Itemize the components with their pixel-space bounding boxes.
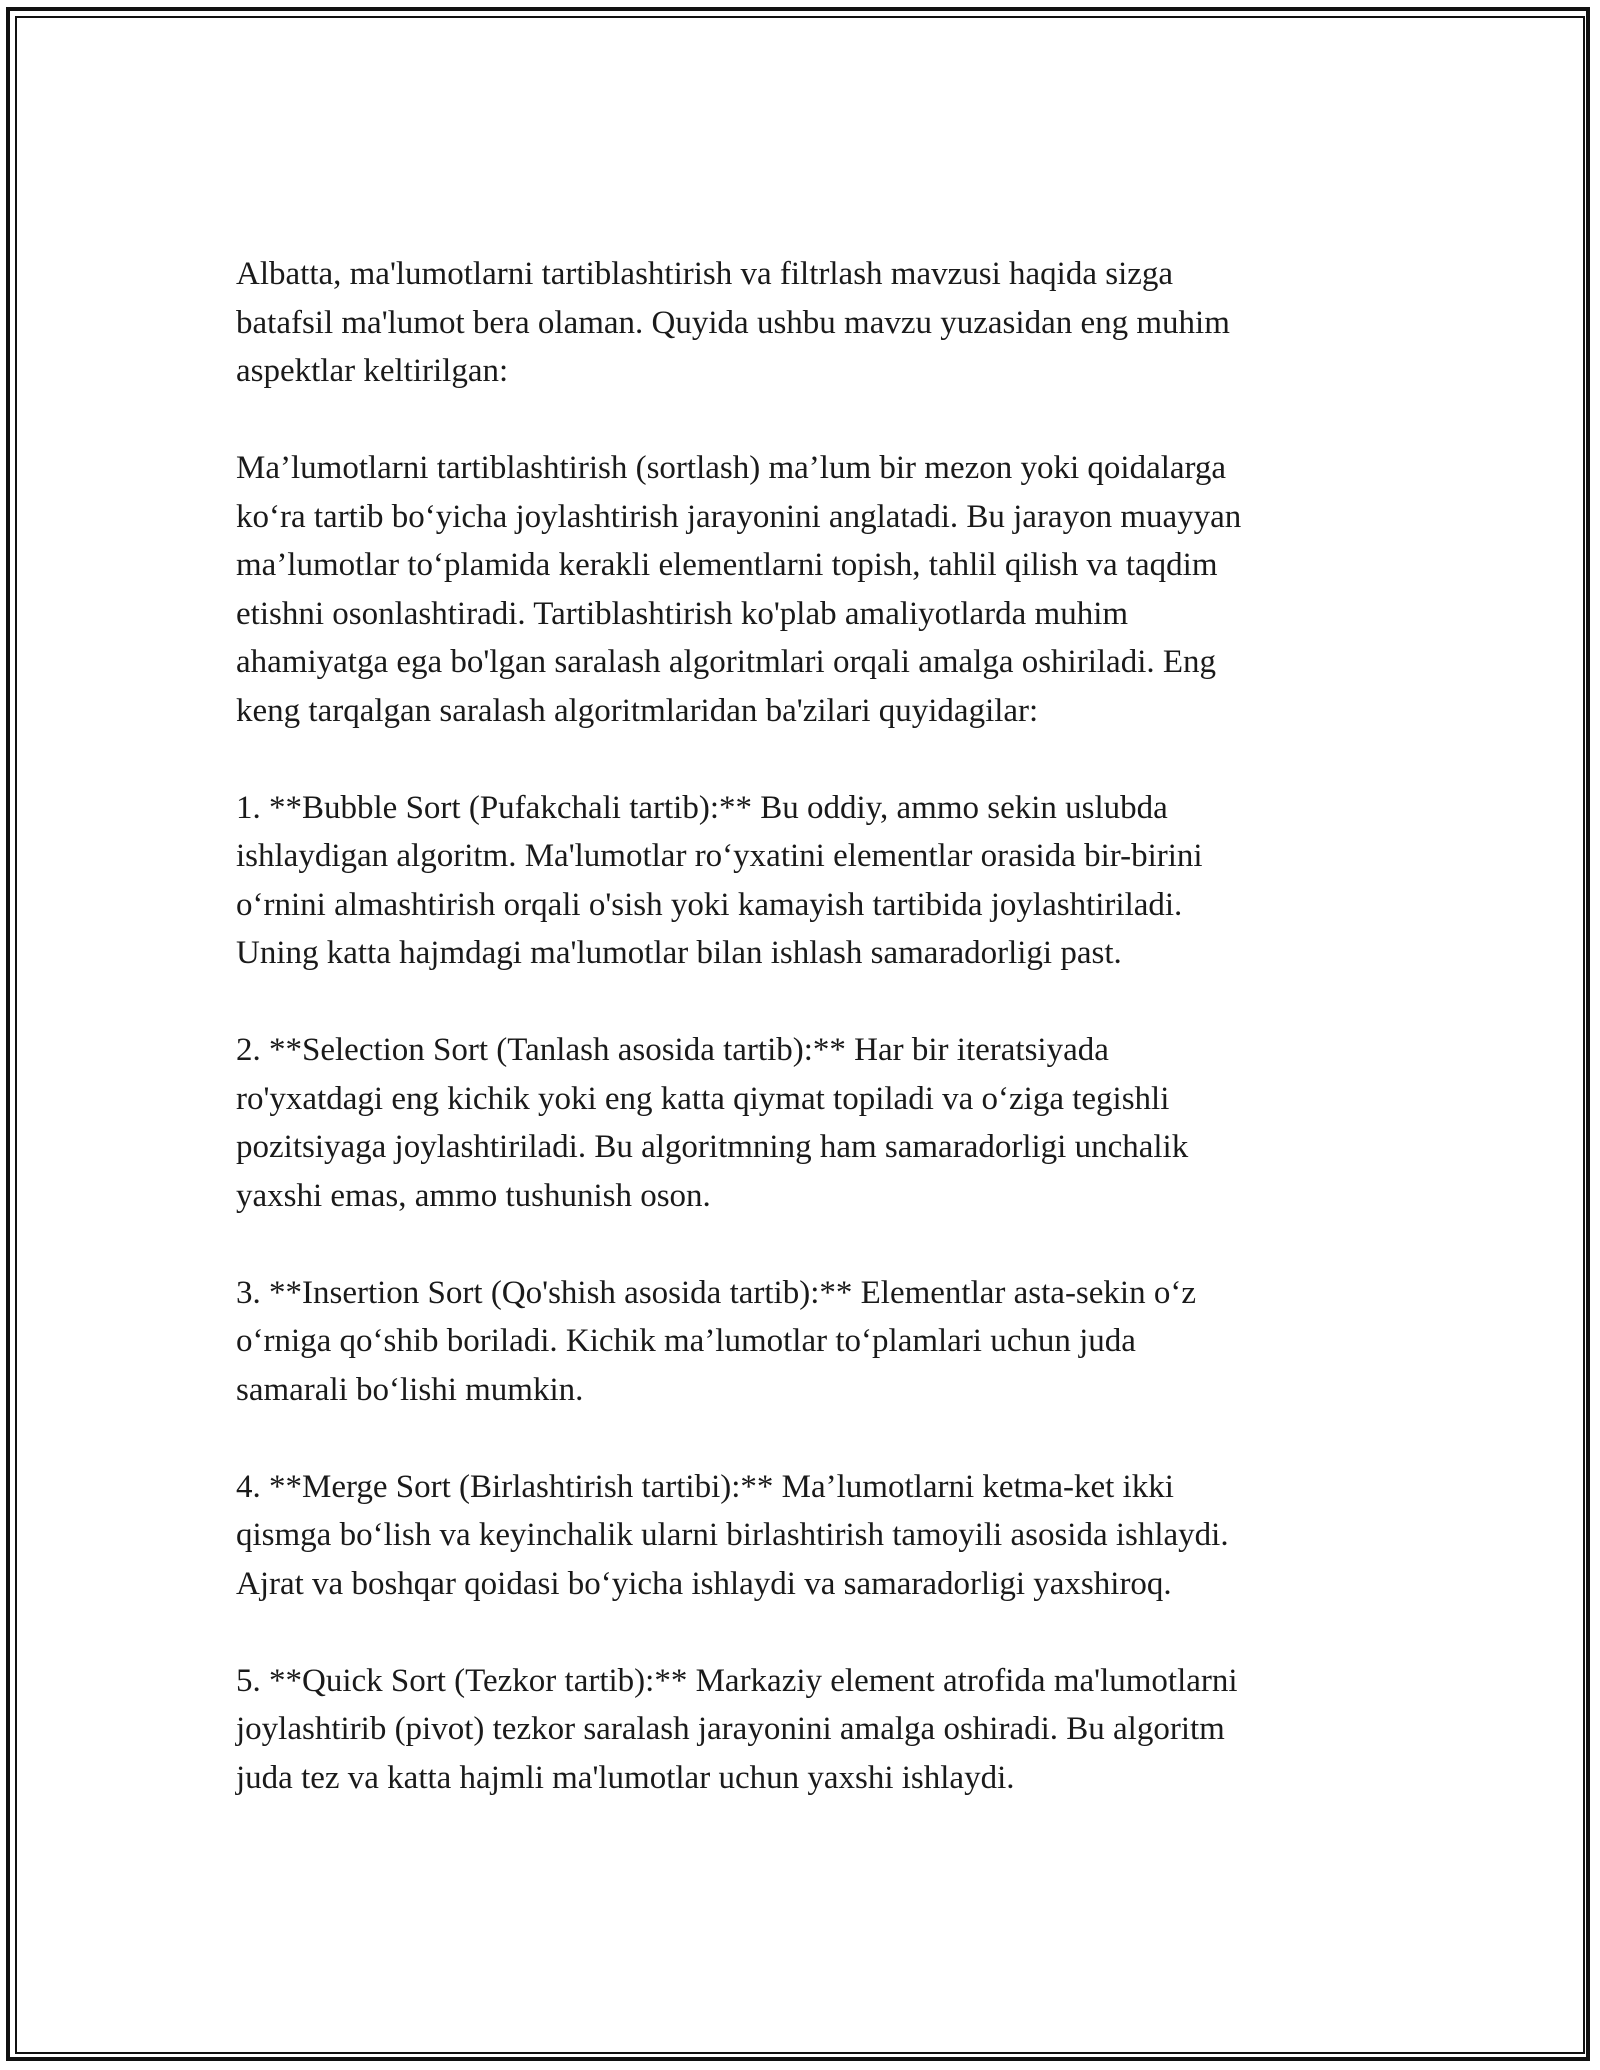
list-item-selection-sort: 2. **Selection Sort (Tanlash asosida tartib):** Har bir iteratsiyada ro'yxatdagi eng kichik yoki eng katta qiymat topiladi va o‘ziga tegishli pozitsiyaga joylashtiriladi. Bu algoritmning ham samaradorligi unchalik yaxshi emas, ammo tushunish oson. (236, 1032, 1189, 1214)
list-item-bubble-sort: 1. **Bubble Sort (Pufakchali tartib):** Bu oddiy, ammo sekin uslubda ishlaydigan algoritm. Ma'lumotlar ro‘yxatini elementlar orasida bir-birini o‘rnini almashtirish orqali o'sish yoki kamayish tartibida joylashtiriladi. Uning katta hajmdagi ma'lumotlar bilan ishlash samaradorligi past. (236, 789, 1203, 971)
document-body (236, 250, 1366, 1851)
list-item-quick-sort: 5. **Quick Sort (Tezkor tartib):** Markaziy element atrofida ma'lumotlarni joylashtirib (pivot) tezkor saralash jarayonini amalga oshiradi. Bu algoritm juda tez va katta hajmli ma'lumotlar uchun yaxshi ishlaydi. (236, 1662, 1238, 1796)
sorting-definition-paragraph: Ma’lumotlarni tartiblashtirish (sortlash) ma’lum bir mezon yoki qoidalarga ko‘ra tartib bo‘yicha joylashtirish jarayonini anglatadi. Bu jarayon muayyan ma’lumotlar to‘plamida kerakli elementlarni topish, tahlil qilish va taqdim etishni osonlashtiradi. Tartiblashtirish ko'plab amaliyotlarda muhim ahamiyatga ega bo'lgan saralash algoritmlari orqali amalga oshiriladi. Eng keng tarqalgan saralash algoritmlaridan ba'zilari quyidagilar: (236, 450, 1242, 729)
intro-paragraph: Albatta, ma'lumotlarni tartiblashtirish va filtrlash mavzusi haqida sizga batafsil ma'lumot bera olaman. Quyida ushbu mavzu yuzasidan eng muhim aspektlar keltirilgan: (236, 256, 1230, 389)
list-item-merge-sort: 4. **Merge Sort (Birlashtirish tartibi):** Ma’lumotlarni ketma-ket ikki qismga bo‘lish va keyinchalik ularni birlashtirish tamoyili asosida ishlaydi. Ajrat va boshqar qoidasi bo‘yicha ishlaydi va samaradorligi yaxshiroq. (236, 1468, 1229, 1602)
list-item-insertion-sort: 3. **Insertion Sort (Qo'shish asosida tartib):** Elementlar asta-sekin o‘z o‘rniga qo‘shib boriladi. Kichik ma’lumotlar to‘plamlari uchun juda samarali bo‘lishi mumkin. (236, 1274, 1196, 1408)
